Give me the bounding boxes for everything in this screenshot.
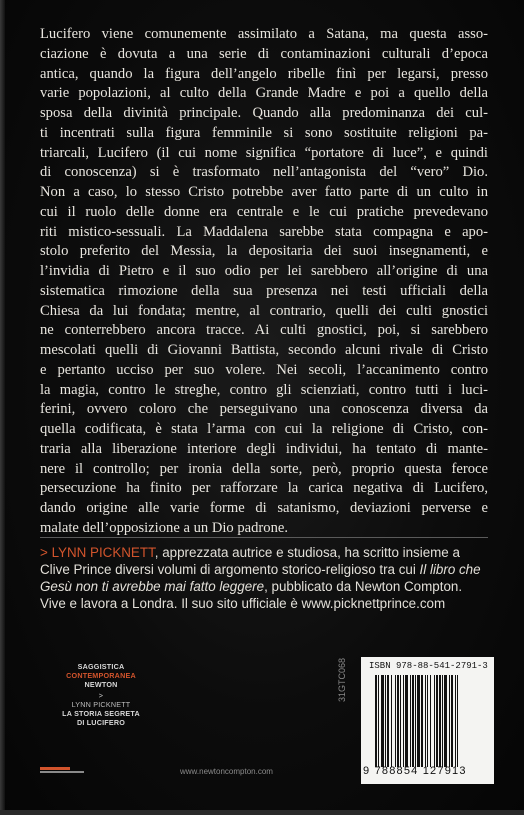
description-line: l’invidia di Pietro e il suo odio per lei sarebbero all’origine di una	[40, 263, 488, 279]
description-line: traria alla liberazione interiore degli individui, ha tentato di mante-	[40, 440, 488, 457]
author-name: LYNN PICKNETT	[51, 545, 155, 560]
barcode-bar	[412, 675, 414, 767]
barcode-bar	[385, 675, 386, 767]
author-bio-marker: >	[40, 545, 48, 560]
barcode-bar	[455, 675, 456, 767]
price-mark	[40, 766, 88, 774]
description-line: ti incentrati sulla figura femminile si sono sostituite religioni pa-	[40, 124, 488, 141]
description-line: malate dell’opposizione a un Dio padrone.	[40, 519, 289, 536]
barcode-bar	[436, 675, 438, 767]
barcode-bar	[415, 675, 416, 767]
barcode-bar	[449, 675, 450, 767]
separator-line	[40, 537, 488, 538]
barcode-bar	[391, 675, 392, 767]
description-line: varie popolazioni, al culto della Grande Madre e poi a quello della	[40, 85, 488, 102]
description-text	[40, 25, 488, 539]
barcode-bar	[395, 675, 396, 767]
description-line: sistematica rimozione della sua presenza nei testi ufficiali della	[40, 282, 488, 299]
series-marker: >	[98, 691, 104, 700]
description-line: stolo preferito del Messia, la depositaria dei suoi insegnamenti, e	[40, 243, 488, 260]
description-line: di conoscenza) si è trasformato nell’antagonista del “vero” Dio.	[40, 164, 488, 181]
description-line: ferini, ovvero coloro che perseguivano una conoscenza diversa da	[40, 401, 488, 418]
barcode-bar	[405, 675, 408, 767]
description-line: quella codificata, è stata l’arma con cui la religione di Cristo, con-	[40, 421, 488, 437]
series-block	[40, 662, 162, 727]
related-book-title: Il libro che Gesù non ti avrebbe mai fatto leggere	[40, 562, 481, 594]
price-mark-bar	[40, 767, 70, 770]
price-mark-underline	[40, 771, 84, 773]
barcode-bar	[439, 675, 441, 767]
author-bio	[40, 544, 490, 612]
barcode-bar	[442, 675, 443, 767]
description-line: ciazione è dovuta a una serie di contaminazioni culturali d’epoca	[40, 45, 488, 62]
description-line: ne conterrebbero ancora tracce. Ai culti gnostici, poi, si sarebbero	[40, 322, 488, 339]
barcode-bar	[375, 675, 377, 767]
barcode-bar	[378, 675, 379, 767]
barcode-bar	[400, 675, 401, 767]
description-line: persecuzione ha finito per rafforzare la carica negativa di Lucifero,	[40, 480, 488, 497]
barcode-digits: 9 788854 127913	[363, 765, 467, 777]
barcode-bar	[457, 675, 458, 767]
description-line: riti mistico-sessuali. La Maddalena sarebbe stata compagna e apo-	[40, 223, 488, 240]
barcode-bar	[434, 675, 435, 767]
description-line: Chiesa da lui fondata; mentre, al contrario, quelli dei culti gnostici	[40, 302, 488, 319]
description-line: la magia, contro le streghe, contro gli scienziati, contro tutti i luci-	[40, 381, 488, 398]
description-line: e pertanto ucciso per suo volere. Nei secoli, l’accanimento contro	[40, 361, 488, 378]
product-code: 31GTC068	[337, 657, 347, 702]
barcode-bar	[427, 675, 428, 767]
author-bio-text-1: , apprezzata autrice e studiosa, ha scritto insieme a Clive Prince diversi volumi di argomento storico-religioso tra cui	[40, 545, 460, 577]
barcode-bar	[381, 675, 384, 767]
description-line: Lucifero viene comunemente assimilato a Satana, ma questa asso-	[40, 26, 488, 42]
series-book-title-2: DI LUCIFERO	[76, 718, 126, 727]
description-line: dando origine alle varie forme di satanismo, deviazioni perverse e	[40, 500, 488, 516]
barcode-bar	[410, 675, 411, 767]
barcode-label	[361, 657, 494, 784]
series-book-title-1: LA STORIA SEGRETA	[62, 709, 140, 718]
barcode-bar	[425, 675, 426, 767]
spine-edge	[0, 0, 5, 815]
description-line: nere il controllo; per ironia della sorte, però, proprio questa feroce	[40, 460, 488, 477]
barcode-bar	[430, 675, 431, 767]
isbn-text: ISBN 978-88-541-2791-3	[369, 661, 488, 671]
barcode-icon	[375, 675, 487, 767]
description-line: triarcali, Lucifero (il cui nome significa “portatore di luce”, e quindi	[40, 144, 488, 161]
series-line-1: SAGGISTICA	[77, 662, 125, 671]
bottom-edge	[0, 810, 524, 815]
barcode-bar	[451, 675, 453, 767]
barcode-bar	[417, 675, 420, 767]
barcode-bar	[387, 675, 389, 767]
description-line: cui il ruolo delle donne era centrale e le cui pratiche prevedevano	[40, 203, 488, 220]
author-bio-text-2: , pubblicato da Newton Compton. Vive e lavora a Londra. Il suo sito ufficiale è www.picknettprince.com	[40, 579, 463, 611]
description-line: Non a caso, lo stesso Cristo potrebbe aver fatto parte di un culto in	[40, 184, 488, 200]
barcode-bar	[421, 675, 423, 767]
description-line: sposa della divinità principale. Quando alla predominanza dei cul-	[40, 105, 488, 121]
barcode-bar	[403, 675, 404, 767]
series-line-3: NEWTON	[84, 680, 118, 689]
series-author: LYNN PICKNETT	[71, 700, 131, 709]
description-line: antica, quando la figura dell’angelo ribelle finì per legarsi, presso	[40, 65, 488, 82]
series-line-2: CONTEMPORANEA	[66, 671, 136, 680]
description-line: mescolati quelli di Giovanni Battista, secondo alcuni rivale di Cristo	[40, 342, 488, 358]
barcode-bar	[397, 675, 399, 767]
barcode-bar	[444, 675, 447, 767]
publisher-url: www.newtoncompton.com	[180, 767, 273, 776]
